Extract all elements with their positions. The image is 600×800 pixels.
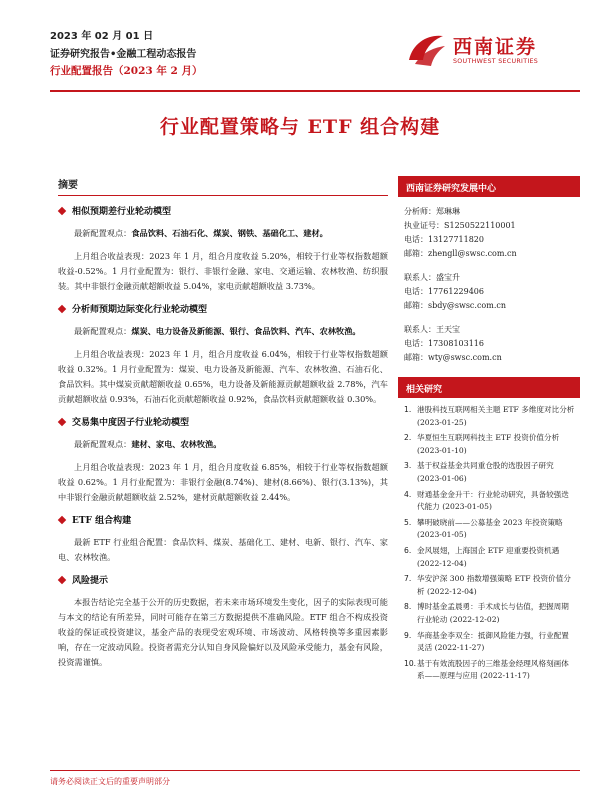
related-research-item[interactable]: 1. 港股科技互联网相关主题 ETF 多维度对比分析 (2023-01-25) bbox=[404, 405, 575, 427]
section-similar-expectation-model bbox=[58, 204, 388, 294]
paragraph: 上月组合收益表现：2023 年 1 月，组合月度收益 6.85%，相较于行业等权指数超额收益 0.62%。1 月行业配置为：非银行金融(8.74%)、建材(8.66%)、银行(3.13%)，其中非银行金融贡献超额收益 2.52%，建材贡献超额收益 2.44%。 bbox=[58, 462, 388, 502]
abstract-divider bbox=[58, 195, 388, 196]
abstract-heading: 摘要 bbox=[58, 180, 78, 191]
contact-name: 联系人：王天宝 bbox=[404, 325, 460, 334]
document-title: 行业配置策略与 ETF 组合构建 bbox=[159, 116, 441, 138]
report-series: 证券研究报告•金融工程动态报告 bbox=[50, 49, 197, 60]
contact-email[interactable]: 邮箱：wty@swsc.com.cn bbox=[404, 353, 502, 362]
related-research-item[interactable]: 5. 攀明破晓前——公募基金 2023 年投资策略 (2023-01-05) bbox=[404, 517, 563, 540]
section-risk-warning bbox=[58, 573, 388, 670]
related-research-list bbox=[398, 398, 580, 683]
logo-chinese-name: 西南证券 bbox=[453, 36, 538, 58]
research-center-heading: 西南证券研究发展中心 bbox=[398, 176, 580, 197]
analyst-phone: 电话：13127711820 bbox=[404, 235, 484, 244]
contact-name: 联系人：盛宝升 bbox=[404, 273, 460, 282]
diamond-bullet-icon bbox=[58, 575, 66, 583]
paragraph: 最新配置观点：煤炭、电力设备及新能源、银行、食品饮料、汽车、农林牧渔。 bbox=[74, 326, 361, 336]
paragraph: 最新 ETF 行业组合配置：食品饮料、煤炭、基础化工、建材、电新、银行、汽车、家电、农林牧渔。 bbox=[58, 537, 388, 562]
analyst-email[interactable]: 邮箱：zhengll@swsc.com.cn bbox=[404, 249, 517, 258]
related-research-item[interactable]: 8. 博时基金孟晨勇：手术成长与估值，把握周期行业轮动 (2022-12-02) bbox=[404, 602, 569, 624]
section-analyst-expectation-model bbox=[58, 302, 388, 407]
analyst-contacts bbox=[398, 197, 580, 365]
related-research-item[interactable]: 10. 基于有效流股因子的三维基金经理风格刻画体系——原理与应用 (2022-11-17) bbox=[404, 658, 569, 681]
contact-phone: 电话：17761229406 bbox=[404, 287, 484, 296]
diamond-bullet-icon bbox=[58, 206, 66, 214]
risk-paragraph: 本报告结论完全基于公开的历史数据，若未来市场环境发生变化，因子的实际表现可能与本文的结论有所差异，同时可能存在第三方数据提供不准确风险。ETF 组合不构成投资收益的保证或投资建议，基金产品的表现受宏观环境、市场波动、风格转换等多重因素影响，存在一定波动风险。投资者需充分认知自身风险偏好以及风险承受能力，基金有风险，投资需谨慎。 bbox=[58, 597, 388, 667]
company-logo bbox=[405, 28, 575, 72]
paragraph: 最新配置观点：建材、家电、农林牧渔。 bbox=[74, 439, 222, 449]
diamond-bullet-icon bbox=[58, 304, 66, 312]
paragraph: 上月组合收益表现：2023 年 1 月，组合月度收益 5.20%，相较于行业等权指数超额收益-0.52%。1 月行业配置为：银行、非银行金融、家电、交通运输、农林牧渔、纺织服装。其中非银行金融贡献超额收益 5.04%，家电贡献超额收益 3.73%。 bbox=[58, 251, 388, 291]
section-etf-portfolio bbox=[58, 513, 388, 565]
diamond-bullet-icon bbox=[58, 515, 66, 523]
analyst-name: 分析师：郑琳琳 bbox=[404, 207, 460, 216]
section-heading: 分析师预期边际变化行业轮动模型 bbox=[58, 302, 388, 315]
section-trading-concentration-model bbox=[58, 415, 388, 505]
paragraph: 上月组合收益表现：2023 年 1 月，组合月度收益 6.04%，相较于行业等权指数超额收益 0.32%。1 月行业配置为：煤炭、电力设备及新能源、汽车、农林牧渔、石油石化、食品饮料。其中煤炭贡献超额收益 0.65%，电力设备及新能源贡献超额收益 2.78%，汽车贡献超额收益 0.93%，石油石化贡献超额收益 0.92%，食品饮料贡献超额收益 0.30%。 bbox=[58, 349, 388, 404]
footer-disclaimer: 请务必阅读正文后的重要声明部分 bbox=[50, 777, 170, 786]
contact-email[interactable]: 邮箱：sbdy@swsc.com.cn bbox=[404, 301, 507, 310]
related-research-item[interactable]: 4. 财通基金金升干：行业轮动研究，具备较强迭代能力 (2023-01-05) bbox=[404, 489, 569, 512]
related-research-item[interactable]: 9. 华商基金李双全：抵御风险能力强，行业配置灵活 (2022-11-27) bbox=[404, 630, 569, 653]
diamond-bullet-icon bbox=[58, 417, 66, 425]
related-research-item[interactable]: 6. 金风展翅，上海国企 ETF 迎重要投资机遇 (2022-12-04) bbox=[404, 545, 560, 568]
logo-mark-icon bbox=[405, 30, 447, 68]
section-heading: 风险提示 bbox=[58, 573, 388, 586]
section-heading: ETF 组合构建 bbox=[58, 513, 388, 526]
sidebar bbox=[398, 176, 580, 686]
report-date: 2023 年 02 月 01 日 bbox=[50, 31, 154, 42]
related-research-item[interactable]: 2. 华夏恒生互联网科技主 ETF 投资价值分析 (2023-01-10) bbox=[404, 433, 560, 455]
contact-phone: 电话：17308103116 bbox=[404, 339, 484, 348]
related-research-item[interactable]: 7. 华安沪深 300 指数增强策略 ETF 投资价值分析 (2022-12-04) bbox=[404, 574, 571, 596]
header-divider bbox=[50, 90, 580, 92]
paragraph: 最新配置观点：食品饮料、石油石化、煤炭、钢铁、基础化工、建材。 bbox=[74, 228, 328, 238]
logo-english-name: SOUTHWEST SECURITIES bbox=[453, 58, 539, 65]
abstract-section bbox=[58, 176, 388, 675]
analyst-license: 执业证号：S1250522110001 bbox=[404, 221, 516, 230]
footer-divider bbox=[50, 770, 580, 771]
section-heading: 相似预期差行业轮动模型 bbox=[58, 204, 388, 217]
report-type: 行业配置报告（2023 年 2 月） bbox=[50, 65, 203, 77]
section-heading: 交易集中度因子行业轮动模型 bbox=[58, 415, 388, 428]
related-research-heading: 相关研究 bbox=[398, 377, 580, 398]
related-research-item[interactable]: 3. 基于权益基金共同重仓股的选股因子研究 (2023-01-06) bbox=[404, 461, 554, 483]
